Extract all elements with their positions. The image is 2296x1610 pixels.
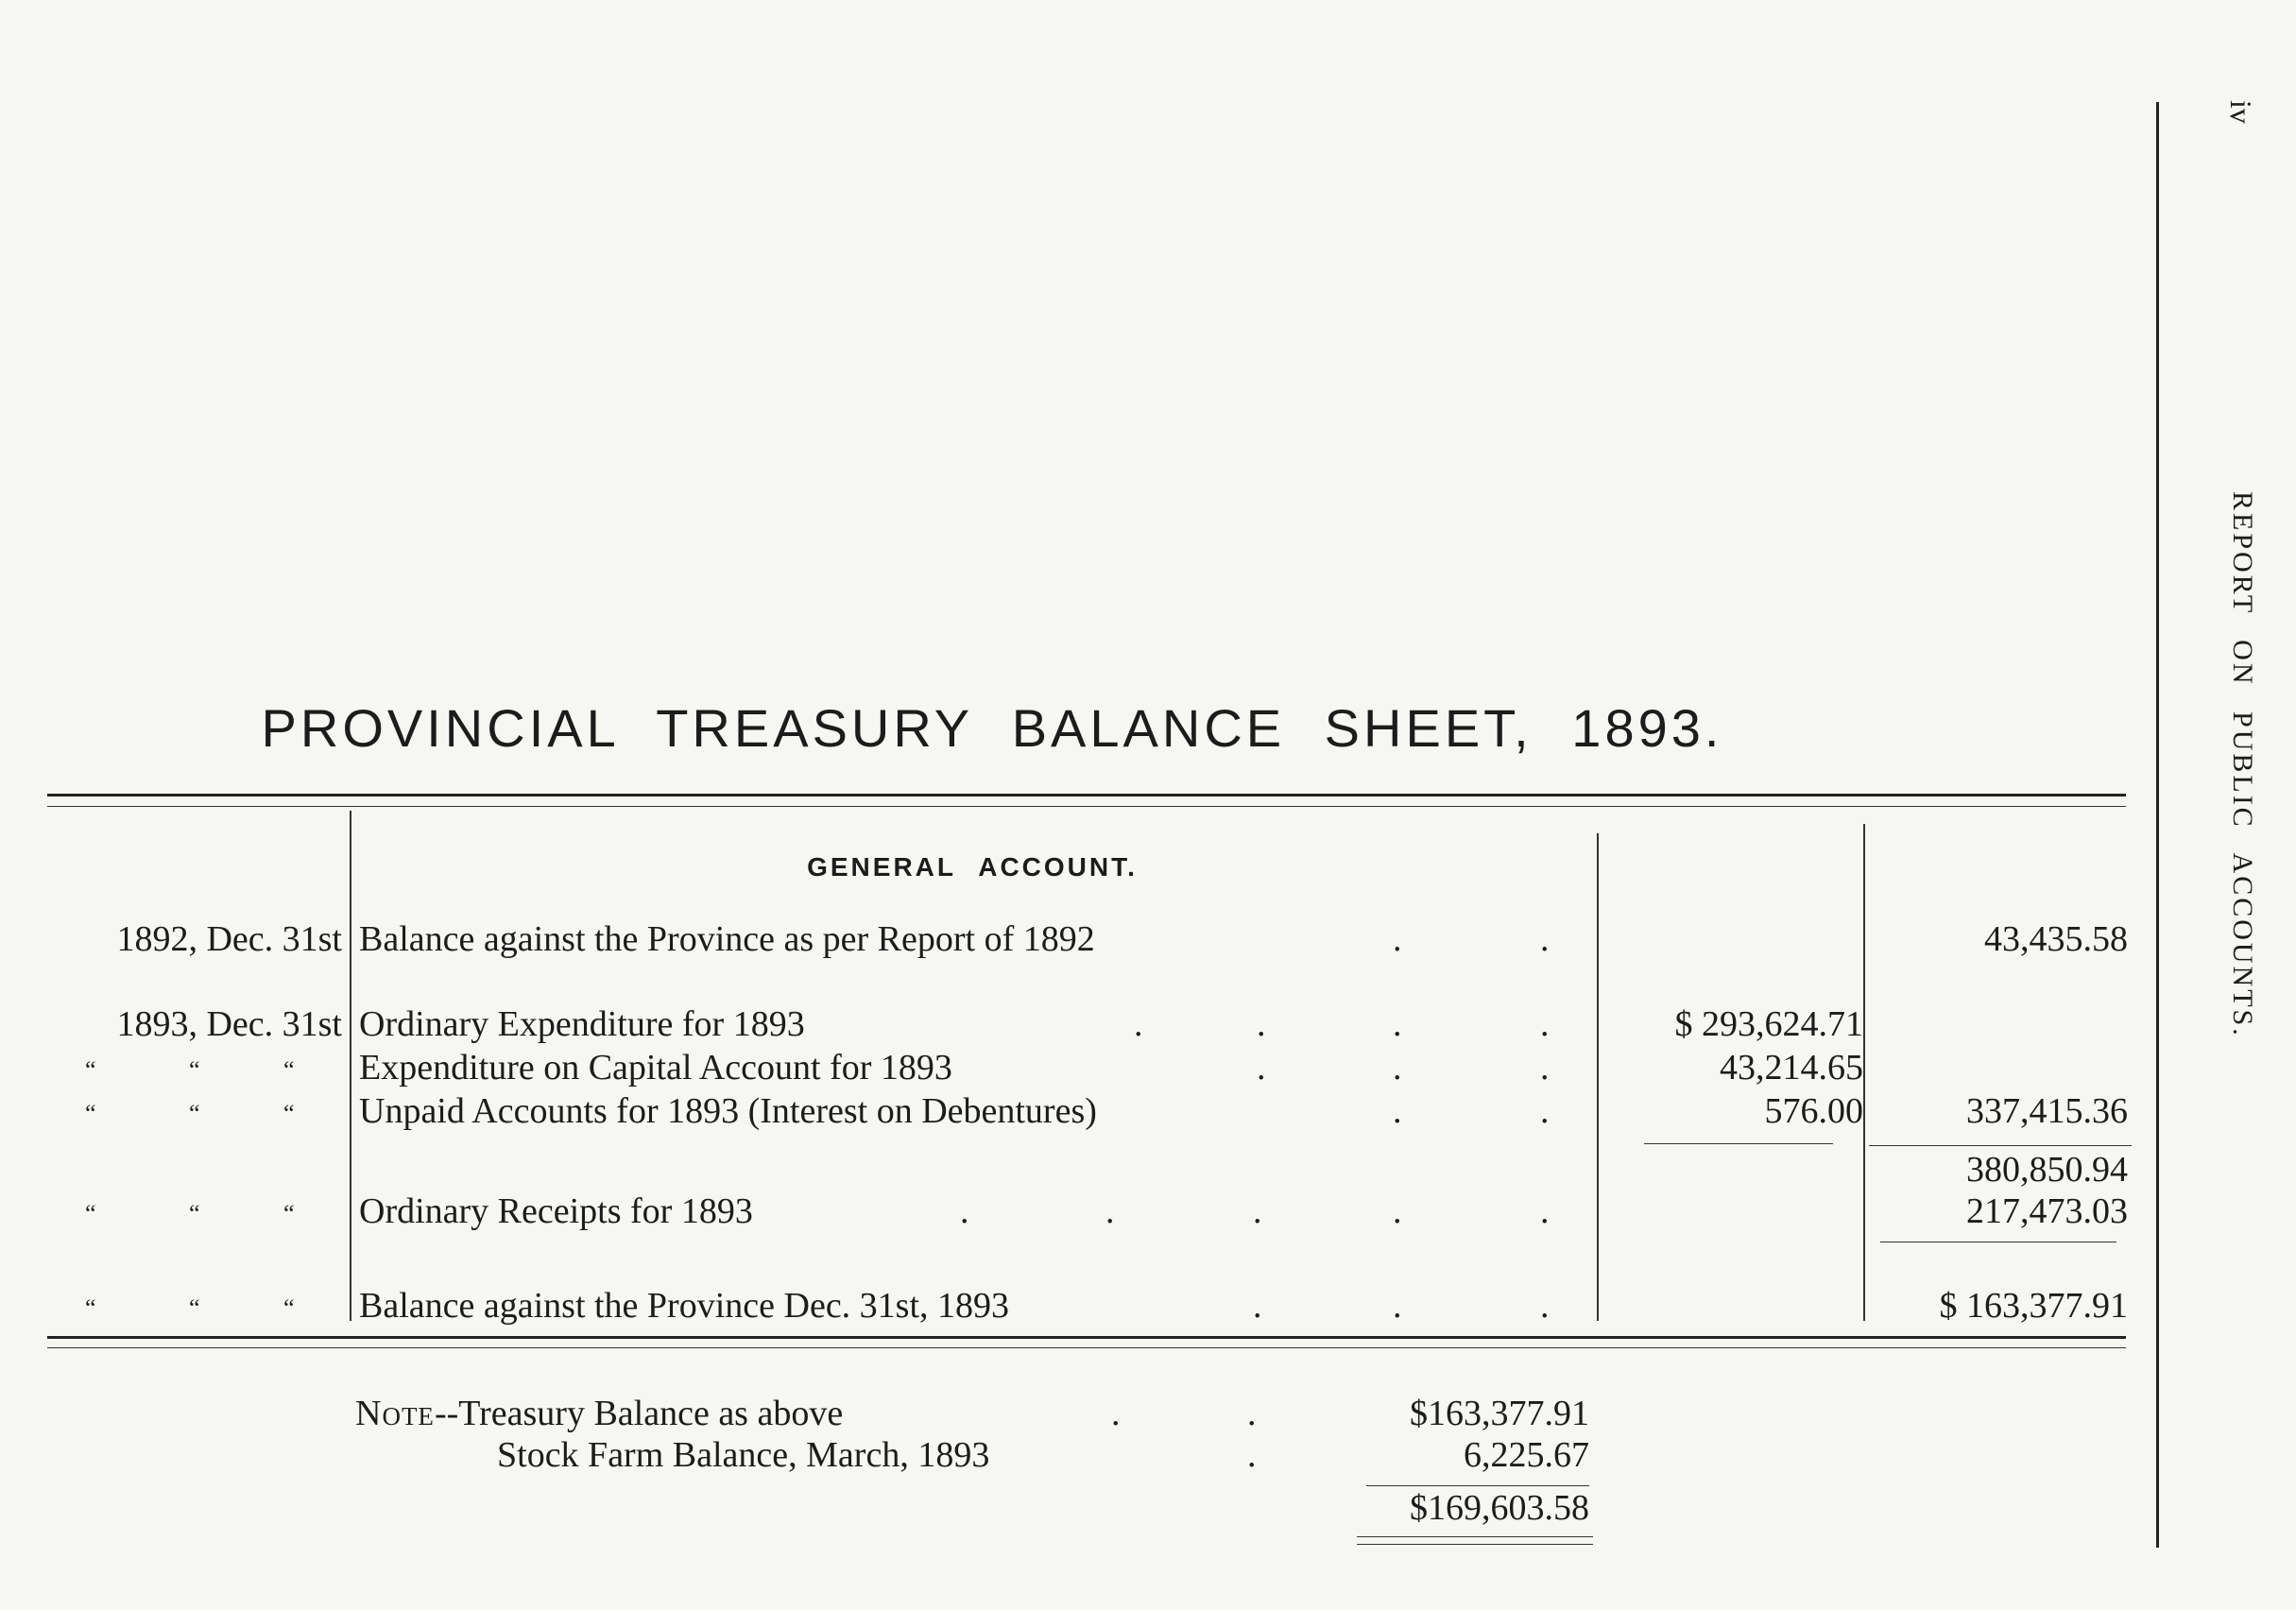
note-stock-farm-label: Stock Farm Balance, March, 1893 — [497, 1435, 990, 1475]
leader-dot: . — [1134, 1004, 1143, 1044]
ditto-mark: “ — [283, 1294, 295, 1322]
ditto-mark: “ — [189, 1294, 200, 1322]
note-treasury-label: --Treasury Balance as above — [434, 1394, 844, 1433]
leader-dot: . — [1257, 1048, 1266, 1088]
top-rule-inner — [47, 806, 2126, 807]
table-row — [0, 918, 2296, 966]
page-title: PROVINCIAL TREASURY BALANCE SHEET, 1893. — [261, 698, 1723, 758]
table-row — [0, 1047, 2296, 1094]
leader-dot: . — [1253, 1286, 1262, 1326]
row-amount-detail: 576.00 — [1764, 1091, 1863, 1131]
leader-dot: . — [1540, 919, 1550, 959]
bottom-rule-inner — [47, 1347, 2126, 1348]
leader-dot: . — [1111, 1394, 1121, 1433]
ditto-mark: “ — [85, 1294, 96, 1322]
row-description: Expenditure on Capital Account for 1893 — [359, 1048, 952, 1088]
note-total-rule-double — [1357, 1544, 1593, 1545]
section-heading: GENERAL ACCOUNT. — [807, 852, 1138, 882]
leader-dot: . — [1393, 1048, 1402, 1088]
leader-dot: . — [1540, 1191, 1550, 1231]
ditto-mark: “ — [283, 1056, 295, 1084]
ditto-mark: “ — [189, 1056, 200, 1084]
row-date: 1893, Dec. 31st — [116, 1004, 342, 1044]
leader-dot: . — [1540, 1048, 1550, 1088]
subtotal-rule-detail — [1644, 1143, 1833, 1144]
bottom-rule — [47, 1336, 2126, 1339]
note-sum-rule — [1366, 1485, 1589, 1486]
note-treasury-amount: $163,377.91 — [1410, 1394, 1589, 1433]
row-amount-detail: 43,214.65 — [1720, 1048, 1863, 1088]
ditto-mark: “ — [85, 1056, 96, 1084]
leader-dot: . — [1253, 1191, 1262, 1231]
table-row — [0, 1090, 2296, 1138]
note-label: Note — [355, 1394, 435, 1433]
page-number: iv — [2224, 100, 2258, 124]
table-row — [0, 1190, 2296, 1238]
top-rule — [47, 794, 2126, 796]
note-total-rule — [1357, 1536, 1593, 1537]
row-description: Ordinary Receipts for 1893 — [359, 1191, 753, 1231]
table-row — [0, 1285, 2296, 1332]
ditto-mark: “ — [283, 1200, 295, 1227]
leader-dot: . — [1393, 1004, 1402, 1044]
note-stock-farm-amount: 6,225.67 — [1464, 1435, 1589, 1475]
row-amount-balance: $ 163,377.91 — [1939, 1286, 2128, 1326]
row-description: Balance against the Province as per Report of 1892 — [359, 919, 1095, 959]
row-description: Ordinary Expenditure for 1893 — [359, 1004, 805, 1044]
leader-dot: . — [1393, 1091, 1402, 1131]
leader-dot: . — [1247, 1435, 1257, 1475]
row-amount-total: 217,473.03 — [1966, 1191, 2128, 1231]
running-header: REPORT ON PUBLIC ACCOUNTS. — [2227, 491, 2258, 1038]
leader-dot: . — [1540, 1004, 1550, 1044]
leader-dot: . — [1105, 1191, 1115, 1231]
row-description: Balance against the Province Dec. 31st, 1893 — [359, 1286, 1010, 1326]
ditto-mark: “ — [189, 1100, 200, 1127]
leader-dot: . — [1393, 1286, 1402, 1326]
row-amount-total: 337,415.36 — [1966, 1091, 2128, 1131]
row-amount-subtotal: 380,850.94 — [1966, 1150, 2128, 1190]
leader-dot: . — [1393, 1191, 1402, 1231]
row-description: Unpaid Accounts for 1893 (Interest on Debentures) — [359, 1091, 1097, 1131]
ditto-mark: “ — [85, 1100, 96, 1127]
ditto-mark: “ — [189, 1200, 200, 1227]
note-total-amount: $169,603.58 — [1410, 1488, 1589, 1528]
ditto-mark: “ — [283, 1100, 295, 1127]
row-amount-detail: $ 293,624.71 — [1674, 1004, 1863, 1044]
leader-dot: . — [1393, 919, 1402, 959]
note-line-1 — [355, 1393, 843, 1434]
table-row — [0, 1149, 2296, 1196]
leader-dot: . — [960, 1191, 969, 1231]
table-row — [0, 1003, 2296, 1051]
row-date: 1892, Dec. 31st — [116, 919, 342, 959]
ditto-mark: “ — [85, 1200, 96, 1227]
leader-dot: . — [1247, 1394, 1257, 1433]
leader-dot: . — [1540, 1091, 1550, 1131]
subtotal-rule-total — [1869, 1145, 2132, 1146]
leader-dot: . — [1257, 1004, 1266, 1044]
leader-dot: . — [1540, 1286, 1550, 1326]
row-amount-total: 43,435.58 — [1984, 919, 2128, 959]
